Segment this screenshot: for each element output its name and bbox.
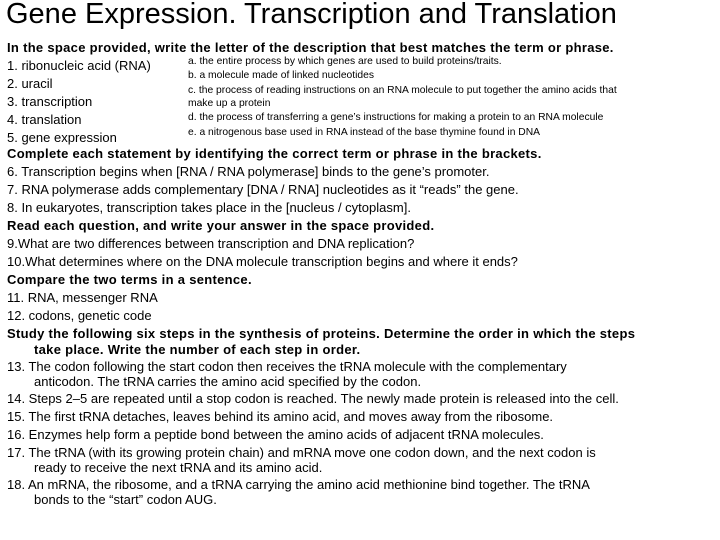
question-14: 14. Steps 2–5 are repeated until a stop codon is reached. The newly made protein is released into the cell. [7, 391, 619, 406]
question-9: 9.What are two differences between transcription and DNA replication? [7, 236, 415, 251]
page-title: Gene Expression. Transcription and Translation [6, 0, 617, 30]
question-6: 6. Transcription begins when [RNA / RNA polymerase] binds to the gene’s promoter. [7, 164, 490, 179]
sequence-instruction-continued: take place. Write the number of each step in order. [34, 342, 361, 357]
short-answer-instruction: Read each question, and write your answer in the space provided. [7, 218, 435, 233]
compare-terms-instruction: Compare the two terms in a sentence. [7, 272, 252, 287]
term-2: 2. uracil [7, 76, 53, 91]
description-e: e. a nitrogenous base used in RNA instead of the base thymine found in DNA [188, 127, 541, 138]
question-10: 10.What determines where on the DNA molecule transcription begins and where it ends? [7, 254, 518, 269]
term-5: 5. gene expression [7, 130, 117, 145]
term-4: 4. translation [7, 112, 82, 127]
question-13-continued: anticodon. The tRNA carries the amino acid specified by the codon. [34, 374, 422, 389]
question-12: 12. codons, genetic code [7, 308, 152, 323]
question-16: 16. Enzymes help form a peptide bond between the amino acids of adjacent tRNA molecules. [7, 427, 544, 442]
question-18-continued: bonds to the “start” codon AUG. [34, 492, 217, 507]
question-17-continued: ready to receive the next tRNA and its amino acid. [34, 460, 323, 475]
question-8: 8. In eukaryotes, transcription takes place in the [nucleus / cytoplasm]. [7, 200, 411, 215]
question-17: 17. The tRNA (with its growing protein chain) and mRNA move one codon down, and the next codon is [7, 445, 596, 460]
description-b: b. a molecule made of linked nucleotides [188, 70, 375, 81]
question-13: 13. The codon following the start codon then receives the tRNA molecule with the complementary [7, 359, 567, 374]
question-11: 11. RNA, messenger RNA [7, 290, 158, 305]
description-a: a. the entire process by which genes are used to build proteins/traits. [188, 56, 502, 67]
description-c-continued: make up a protein [188, 98, 271, 109]
description-c: c. the process of reading instructions on an RNA molecule to put together the amino acids that [188, 85, 617, 96]
description-d: d. the process of transferring a gene’s instructions for making a protein to an RNA molecule [188, 112, 604, 123]
sequence-instruction: Study the following six steps in the synthesis of proteins. Determine the order in which the steps [7, 326, 636, 341]
term-1: 1. ribonucleic acid (RNA) [7, 58, 151, 73]
question-18: 18. An mRNA, the ribosome, and a tRNA carrying the amino acid methionine bind together. The tRNA [7, 477, 590, 492]
question-15: 15. The first tRNA detaches, leaves behind its amino acid, and moves away from the ribosome. [7, 409, 554, 424]
matching-instruction: In the space provided, write the letter of the description that best matches the term or phrase. [7, 40, 614, 55]
complete-statement-instruction: Complete each statement by identifying the correct term or phrase in the brackets. [7, 146, 542, 161]
term-3: 3. transcription [7, 94, 93, 109]
question-7: 7. RNA polymerase adds complementary [DNA / RNA] nucleotides as it “reads” the gene. [7, 182, 519, 197]
